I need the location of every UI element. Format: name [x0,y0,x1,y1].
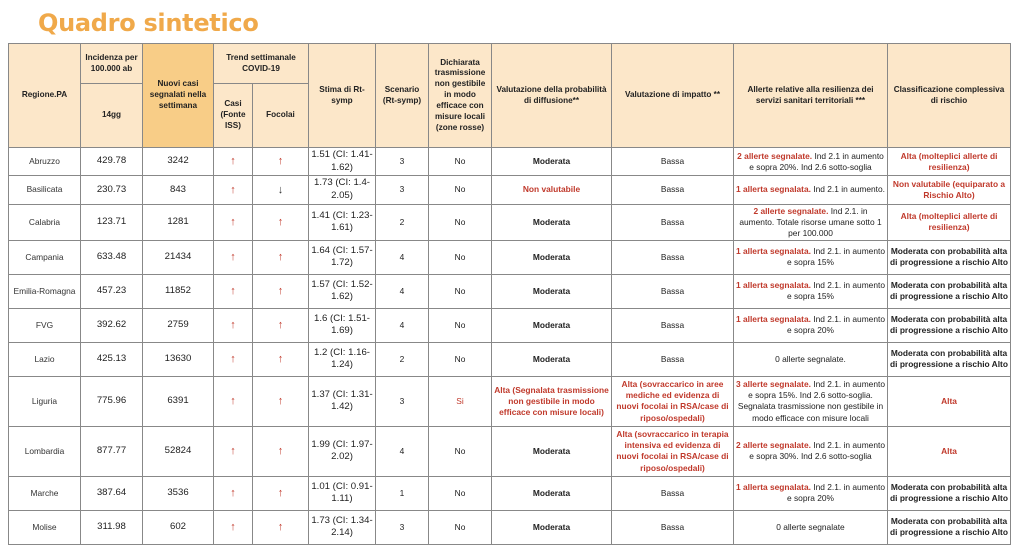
new-cases-cell: 1281 [143,204,214,240]
impact-cell: Bassa [612,510,734,544]
table-row [9,176,1011,204]
new-cases-cell: 843 [143,176,214,204]
alerts-lead: 1 allerta segnalata. [736,314,811,325]
alerts-lead: 2 allerte segnalate. [753,205,829,216]
header-new-cases: Nuovi casi segnalati nella settimana [143,44,214,148]
rt-cell: 1.41 (CI: 1.23-1.61) [309,204,376,240]
risk-cell: Alta (molteplici allerte di resilienza) [888,204,1011,240]
region-cell: Lazio [9,342,81,376]
diffusion-cell: Moderata [492,426,612,476]
diffusion-cell: Moderata [492,476,612,510]
trend-cases-cell [214,342,253,376]
table-row [9,342,1011,376]
alerts-detail: 0 allerte segnalate. [775,353,846,364]
alerts-detail: 0 allerte segnalate [776,521,845,532]
declared-cell: No [429,426,492,476]
table-row [9,308,1011,342]
incidence-cell: 633.48 [81,240,143,274]
arrow-up-icon: ↑ [230,521,236,534]
trend-outbreaks-cell [253,274,309,308]
new-cases-cell: 3242 [143,148,214,176]
diffusion-cell: Moderata [492,308,612,342]
new-cases-cell: 21434 [143,240,214,274]
diffusion-cell: Moderata [492,240,612,274]
alerts-cell [734,426,888,476]
rt-cell: 1.73 (CI: 1.4-2.05) [309,176,376,204]
alerts-cell [734,204,888,240]
alerts-lead: 1 allerta segnalata. [736,280,811,291]
page-title: Quadro sintetico [38,9,259,37]
trend-cases-cell [214,204,253,240]
trend-outbreaks-cell [253,148,309,176]
summary-table [8,43,1011,545]
trend-cases-cell [214,476,253,510]
header-trend-cases: Casi (Fonte ISS) [214,84,253,148]
risk-cell: Alta (molteplici allerte di resilienza) [888,148,1011,176]
alerts-detail: Ind 2.1. in aumento e sopra 15% [786,280,885,302]
alerts-cell [734,342,888,376]
trend-cases-cell [214,426,253,476]
region-cell: Basilicata [9,176,81,204]
diffusion-cell: Moderata [492,274,612,308]
impact-cell: Alta (sovraccarico in terapia intensiva ed evidenza di nuovi focolai in RSA/case di riposo/ospedali) [612,426,734,476]
incidence-cell: 775.96 [81,376,143,426]
rt-cell: 1.51 (CI: 1.41-1.62) [309,148,376,176]
risk-cell: Alta [888,376,1011,426]
header-incidence: Incidenza per 100.000 ab [81,44,143,84]
scenario-cell: 3 [376,376,429,426]
alerts-detail: Ind 2.1. in aumento e sopra 15% [786,246,885,268]
header-trend: Trend settimanale COVID-19 [214,44,309,84]
scenario-cell: 3 [376,176,429,204]
alerts-detail: Ind 2.1. in aumento. Totale risorse umane sotto 1 per 100.000 [739,205,882,238]
alerts-detail: Ind 2.1. in aumento e sopra 30%. Ind 2.6 sotto-soglia [749,440,885,462]
alerts-lead: 1 allerta segnalata. [736,184,811,195]
arrow-up-icon: ↑ [230,445,236,458]
new-cases-cell: 602 [143,510,214,544]
new-cases-cell: 2759 [143,308,214,342]
header-alerts: Allerte relative alla resilienza dei servizi sanitari territoriali *** [734,44,888,148]
rt-cell: 1.73 (CI: 1.34-2.14) [309,510,376,544]
arrow-up-icon: ↑ [230,155,236,168]
arrow-up-icon: ↑ [230,216,236,228]
region-cell: Molise [9,510,81,544]
region-cell: Emilia-Romagna [9,274,81,308]
trend-outbreaks-cell [253,376,309,426]
trend-outbreaks-cell [253,240,309,274]
header-diffusion: Valutazione della probabilità di diffusione** [492,44,612,148]
risk-cell: Moderata con probabilità alta di progressione a rischio Alto [888,274,1011,308]
scenario-cell: 3 [376,510,429,544]
trend-outbreaks-cell [253,176,309,204]
table-row [9,148,1011,176]
arrow-up-icon: ↑ [277,216,284,228]
header-impact: Valutazione di impatto ** [612,44,734,148]
risk-cell: Non valutabile (equiparato a Rischio Alto) [888,176,1011,204]
rt-cell: 1.64 (CI: 1.57-1.72) [309,240,376,274]
declared-cell: No [429,342,492,376]
arrow-up-icon: ↑ [277,487,284,500]
region-cell: FVG [9,308,81,342]
table-row [9,240,1011,274]
arrow-up-icon: ↑ [277,395,284,408]
trend-cases-cell [214,176,253,204]
table-row [9,204,1011,240]
arrow-up-icon: ↑ [230,183,236,196]
diffusion-cell: Non valutabile [492,176,612,204]
risk-cell: Moderata con probabilità alta di progressione a rischio Alto [888,342,1011,376]
declared-cell: No [429,274,492,308]
header-risk: Classificazione complessiva di rischio [888,44,1011,148]
alerts-lead: 2 allerte segnalate. [736,440,811,451]
new-cases-cell: 13630 [143,342,214,376]
impact-cell: Bassa [612,204,734,240]
incidence-cell: 387.64 [81,476,143,510]
scenario-cell: 4 [376,308,429,342]
scenario-cell: 4 [376,274,429,308]
incidence-cell: 425.13 [81,342,143,376]
arrow-up-icon: ↑ [277,251,284,264]
trend-cases-cell [214,148,253,176]
arrow-up-icon: ↑ [277,521,284,534]
table-row [9,476,1011,510]
arrow-up-icon: ↑ [277,445,284,458]
header-scenario: Scenario (Rt-symp) [376,44,429,148]
scenario-cell: 4 [376,240,429,274]
alerts-detail: Ind 2.1. in aumento e sopra 20% [786,314,885,336]
new-cases-cell: 3536 [143,476,214,510]
impact-cell: Bassa [612,274,734,308]
risk-cell: Moderata con probabilità alta di progressione a rischio Alto [888,308,1011,342]
alerts-cell [734,148,888,176]
header-rt: Stima di Rt-symp [309,44,376,148]
rt-cell: 1.6 (CI: 1.51-1.69) [309,308,376,342]
header-trend-outbreaks: Focolai [253,84,309,148]
impact-cell: Bassa [612,342,734,376]
table-body [9,148,1011,545]
arrow-up-icon: ↑ [277,285,284,298]
region-cell: Campania [9,240,81,274]
table-row [9,274,1011,308]
trend-cases-cell [214,510,253,544]
rt-cell: 1.2 (CI: 1.16-1.24) [309,342,376,376]
alerts-lead: 2 allerte segnalate. [737,150,813,161]
impact-cell: Bassa [612,148,734,176]
header-region: Regione.PA [9,44,81,148]
incidence-cell: 429.78 [81,148,143,176]
declared-cell: No [429,148,492,176]
region-cell: Lombardia [9,426,81,476]
trend-cases-cell [214,274,253,308]
trend-cases-cell [214,308,253,342]
trend-cases-cell [214,376,253,426]
alerts-cell [734,240,888,274]
new-cases-cell: 52824 [143,426,214,476]
trend-outbreaks-cell [253,342,309,376]
table-row [9,376,1011,426]
arrow-up-icon: ↑ [277,353,284,366]
incidence-cell: 123.71 [81,204,143,240]
trend-outbreaks-cell [253,510,309,544]
diffusion-cell: Moderata [492,510,612,544]
alerts-detail: Ind 2.1 in aumento. [810,184,885,195]
table-row [9,510,1011,544]
trend-cases-cell [214,240,253,274]
header-incidence-14gg: 14gg [81,84,143,148]
incidence-cell: 457.23 [81,274,143,308]
declared-cell: Si [429,376,492,426]
rt-cell: 1.01 (CI: 0.91-1.11) [309,476,376,510]
rt-cell: 1.37 (CI: 1.31-1.42) [309,376,376,426]
arrow-up-icon: ↑ [277,319,284,332]
impact-cell: Bassa [612,240,734,274]
alerts-lead: 1 allerta segnalata. [736,482,811,493]
declared-cell: No [429,510,492,544]
diffusion-cell: Moderata [492,204,612,240]
region-cell: Calabria [9,204,81,240]
alerts-lead: 1 allerta segnalata. [736,246,811,257]
impact-cell: Alta (sovraccarico in aree mediche ed evidenza di nuovi focolai in RSA/case di riposo/ospedali) [612,376,734,426]
trend-outbreaks-cell [253,204,309,240]
alerts-detail: Ind 2.1. in aumento e sopra 20% [786,482,885,504]
trend-outbreaks-cell [253,308,309,342]
diffusion-cell: Moderata [492,342,612,376]
arrow-up-icon: ↑ [277,155,284,168]
risk-cell: Moderata con probabilità alta di progressione a rischio Alto [888,476,1011,510]
region-cell: Abruzzo [9,148,81,176]
declared-cell: No [429,240,492,274]
impact-cell: Bassa [612,176,734,204]
scenario-cell: 2 [376,342,429,376]
diffusion-cell: Moderata [492,148,612,176]
arrow-down-icon: ↓ [277,183,284,196]
incidence-cell: 230.73 [81,176,143,204]
rt-cell: 1.99 (CI: 1.97-2.02) [309,426,376,476]
alerts-cell [734,376,888,426]
new-cases-cell: 6391 [143,376,214,426]
alerts-cell [734,476,888,510]
alerts-detail: Ind 2.1 in aumento e sopra 20%. Ind 2.6 sotto-soglia [749,150,884,172]
alerts-cell [734,308,888,342]
incidence-cell: 877.77 [81,426,143,476]
incidence-cell: 311.98 [81,510,143,544]
region-cell: Liguria [9,376,81,426]
arrow-up-icon: ↑ [230,319,236,332]
scenario-cell: 3 [376,148,429,176]
incidence-cell: 392.62 [81,308,143,342]
arrow-up-icon: ↑ [230,251,236,264]
declared-cell: No [429,476,492,510]
trend-outbreaks-cell [253,426,309,476]
scenario-cell: 2 [376,204,429,240]
alerts-detail: Ind 2.1. in aumento e sopra 15%. Ind 2.6 sotto-soglia. Segnalata trasmissione non gestibile in modo efficace con misure locali [737,379,885,423]
risk-cell: Moderata con probabilità alta di progressione a rischio Alto [888,510,1011,544]
alerts-cell [734,510,888,544]
declared-cell: No [429,204,492,240]
alerts-lead: 3 allerte segnalate. [736,379,811,390]
risk-cell: Moderata con probabilità alta di progressione a rischio Alto [888,240,1011,274]
arrow-up-icon: ↑ [230,487,236,500]
declared-cell: No [429,176,492,204]
diffusion-cell: Alta (Segnalata trasmissione non gestibile in modo efficace con misure locali) [492,376,612,426]
scenario-cell: 1 [376,476,429,510]
header-declared: Dichiarata trasmissione non gestibile in modo efficace con misure locali (zone rosse) [429,44,492,148]
risk-cell: Alta [888,426,1011,476]
arrow-up-icon: ↑ [230,285,236,298]
arrow-up-icon: ↑ [230,353,236,366]
impact-cell: Bassa [612,308,734,342]
alerts-cell [734,274,888,308]
arrow-up-icon: ↑ [230,395,236,408]
impact-cell: Bassa [612,476,734,510]
rt-cell: 1.57 (CI: 1.52-1.62) [309,274,376,308]
new-cases-cell: 11852 [143,274,214,308]
trend-outbreaks-cell [253,476,309,510]
region-cell: Marche [9,476,81,510]
declared-cell: No [429,308,492,342]
table-row [9,426,1011,476]
alerts-cell [734,176,888,204]
scenario-cell: 4 [376,426,429,476]
